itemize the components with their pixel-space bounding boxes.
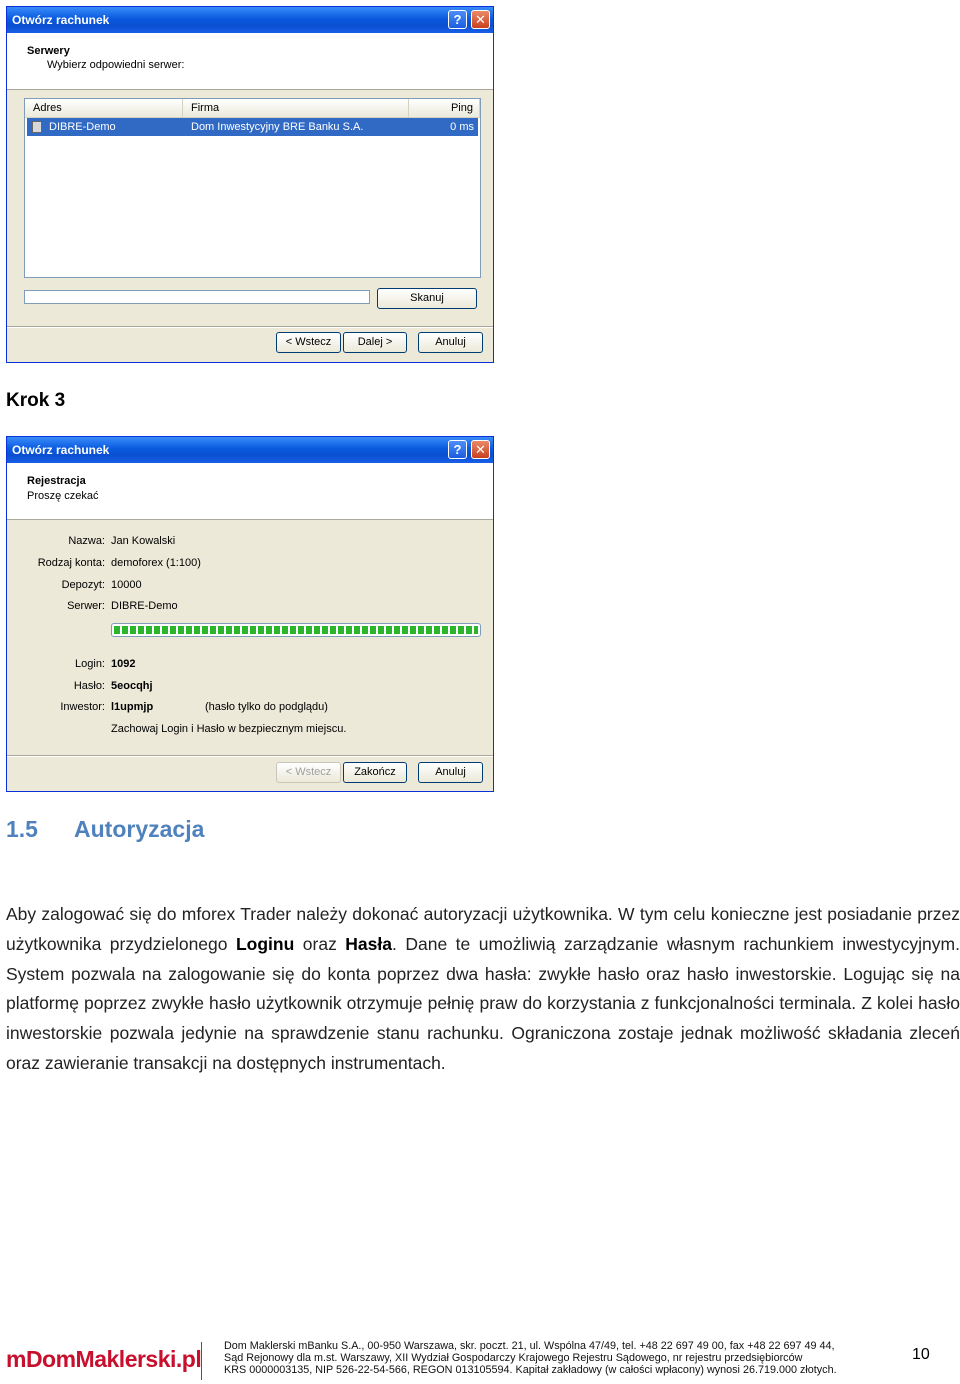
password-label: Hasło: [73,680,105,692]
next-button[interactable]: Dalej > [343,332,407,353]
investor-label: Inwestor: [60,701,105,713]
server-address: DIBRE-Demo [49,121,116,133]
name-label: Nazwa: [68,535,105,547]
investor-note: (hasło tylko do podglądu) [205,701,328,713]
server-company: Dom Inwestycyjny BRE Banku S.A. [191,121,364,133]
help-button[interactable]: ? [448,440,467,459]
back-button: < Wstecz [276,762,341,783]
dialog-header [7,463,493,520]
footer-logo: mDomMaklerski.pl [6,1346,202,1372]
account-type-label: Rodzaj konta: [37,557,105,569]
finish-button[interactable]: Zakończ [343,762,407,783]
dialog-title: Otwórz rachunek [12,13,110,27]
section-number: 1.5 [6,816,38,842]
cancel-button[interactable]: Anuluj [418,332,483,353]
paragraph-text: . Dane te umożliwią zarządzanie własnym rachunkiem inwestycyjnym. System pozwala na zalogowanie się do konta poprzez dwa hasła: zwykłe hasło oraz hasło inwestorskie. Logując się na platformę poprzez zwykłe hasło użytkownik otrzymuje pełnię praw do korzystania z funkcjonalności terminala. Z kolei hasło inwestorskie pozwala jedynie na sprawdzenie stanu rachunku. Ograniczona zostaje jednak możliwość składania zleceń oraz zawieranie transakcji na dostępnych instrumentach. [6,933,960,1073]
dialog-titlebar [7,7,493,33]
dialog-separator [7,755,493,757]
investor-value: l1upmjp [111,701,154,713]
paragraph-text: Aby zalogować się do mforex Trader należy dokonać autoryzacji użytkownika. W tym celu konieczne jest posiadanie przez użytkownika przydzielonego [6,904,960,954]
column-header-address[interactable]: Adres [25,99,183,117]
header-title: Rejestracja [27,475,86,487]
column-header-ping[interactable]: Ping [409,99,480,117]
password-value: 5eocqhj [111,680,153,692]
dialog-separator [7,326,493,328]
server-ping: 0 ms [450,121,474,133]
deposit-label: Depozyt: [61,579,105,591]
save-credentials-note: Zachowaj Login i Hasło w bezpiecznym miejscu. [111,723,347,735]
help-button[interactable]: ? [448,10,467,29]
name-value: Jan Kowalski [111,535,176,547]
header-title: Serwery [27,45,70,57]
footer-line-3: KRS 0000003135, NIP 526-22-54-566, REGON 013105594. Kapitał zakładowy (w całości wpłacony) wynosi 26.719.000 złotych. [224,1364,837,1377]
section-heading [6,816,204,843]
page-number: 10 [912,1346,930,1363]
paragraph-text: oraz [294,933,346,954]
step-label: Krok 3 [6,390,66,411]
column-header-company[interactable]: Firma [183,99,409,117]
open-account-dialog-servers [6,6,494,363]
header-subtitle: Proszę czekać [27,490,99,502]
login-label: Login: [75,658,105,670]
paragraph-bold-password: Hasła [345,933,392,954]
footer-divider [201,1342,202,1380]
dialog-titlebar [7,437,493,463]
footer-line-1: Dom Maklerski mBanku S.A., 00-950 Warszawa, skr. poczt. 21, ul. Wspólna 47/49, tel. +48 22 697 49 00, fax +48 22 697 49 44, [224,1340,835,1352]
close-button[interactable]: ✕ [471,440,490,459]
registration-progress-bar [111,623,481,637]
server-label: Serwer: [67,600,105,612]
server-value: DIBRE-Demo [111,600,178,612]
server-row[interactable] [27,118,478,136]
open-account-dialog-registration [6,436,494,792]
server-list[interactable] [24,98,481,278]
server-icon [32,121,42,133]
scan-progress-bar [24,290,370,304]
dialog-title: Otwórz rachunek [12,443,110,457]
section-title: Autoryzacja [74,816,205,842]
dialog-header [7,33,493,90]
login-value: 1092 [111,658,136,670]
paragraph-bold-login: Loginu [235,933,295,954]
scan-button[interactable]: Skanuj [377,288,477,309]
header-subtitle: Wybierz odpowiedni serwer: [47,59,185,71]
server-list-header [25,99,480,118]
back-button[interactable]: < Wstecz [276,332,341,353]
registration-progress-fill [114,626,478,634]
close-button[interactable]: ✕ [471,10,490,29]
body-paragraph [6,900,960,1079]
cancel-button[interactable]: Anuluj [418,762,483,783]
footer-line-2: Sąd Rejonowy dla m.st. Warszawy, XII Wydział Gospodarczy Krajowego Rejestru Sądowego, nr rejestru przedsiębiorców [224,1352,803,1365]
deposit-value: 10000 [111,579,142,591]
account-type-value: demoforex (1:100) [111,557,201,569]
footer-company-info [224,1340,884,1377]
